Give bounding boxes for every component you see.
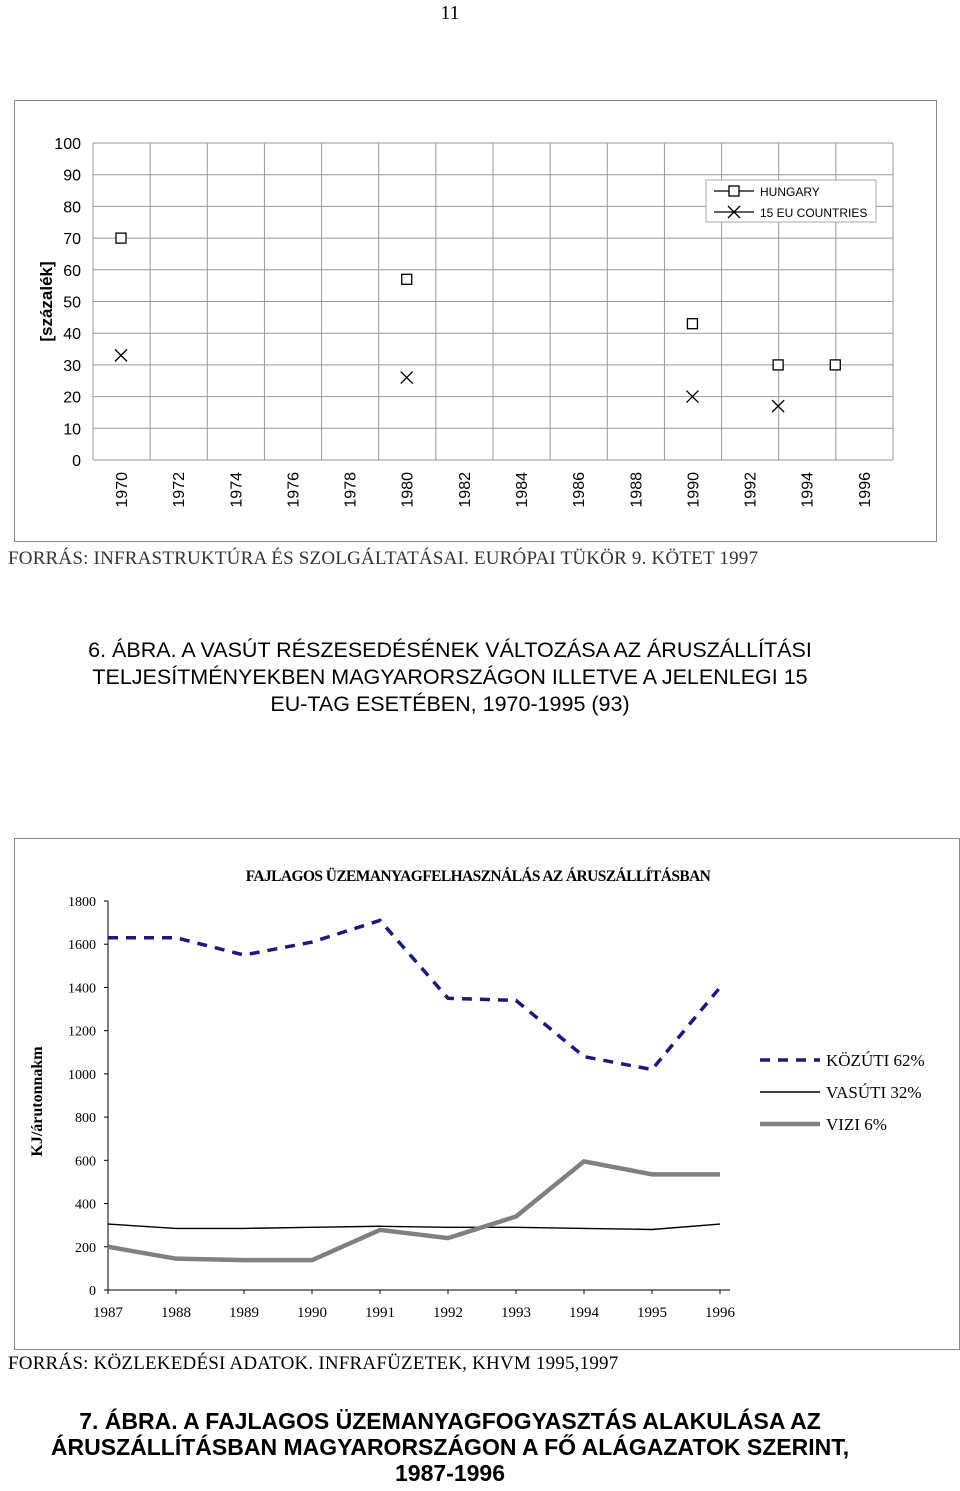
- chart1-point-eu15: [401, 372, 413, 384]
- chart1-legend-label-eu15: 15 EU COUNTRIES: [760, 206, 868, 220]
- chart1-xtick-label: 1978: [342, 472, 360, 508]
- chart2-legend-label-kozuti: KÖZÚTI 62%: [826, 1051, 925, 1070]
- chart2-xtick-label: 1990: [297, 1305, 327, 1321]
- chart1-legend-marker-hungary: [729, 186, 739, 196]
- figure6-source: FORRÁS: INFRASTRUKTÚRA ÉS SZOLGÁLTATÁSAI. EURÓPAI TÜKÖR 9. KÖTET 1997: [8, 548, 759, 569]
- chart1-ytick-label: 40: [63, 326, 81, 344]
- chart1-xtick-label: 1986: [571, 472, 589, 508]
- figure7-caption: [0, 1408, 900, 1486]
- chart2-xtick-label: 1994: [569, 1305, 599, 1321]
- chart1-xtick-label: 1988: [628, 472, 646, 508]
- chart1-xtick-label: 1990: [685, 472, 703, 508]
- chart2-ytick-label: 0: [89, 1284, 96, 1299]
- chart1-point-hungary: [687, 319, 697, 329]
- chart1-point-hungary: [116, 233, 126, 243]
- chart1-legend: [706, 180, 876, 222]
- chart1-ytick-label: 10: [63, 421, 81, 439]
- chart2-ytick-label: 1800: [68, 895, 96, 910]
- figure7-caption-line-3: 1987-1996: [395, 1460, 505, 1486]
- chart1-ytick-label: 70: [63, 231, 81, 249]
- chart1-ytick-label: 100: [54, 136, 81, 153]
- chart1-ytick-label: 20: [63, 389, 81, 407]
- chart2-legend: [760, 1051, 925, 1134]
- figure7-caption-line-2: ÁRUSZÁLLÍTÁSBAN MAGYARORSZÁGON A FŐ ALÁGAZATOK SZERINT,: [50, 1434, 850, 1460]
- chart1-xtick-label: 1992: [742, 472, 760, 508]
- chart2-ytick-label: 1600: [68, 938, 96, 954]
- chart2-ytick-label: 200: [75, 1240, 96, 1256]
- figure6-caption-line-2: TELJESÍTMÉNYEKBEN MAGYARORSZÁGON ILLETVE A JELENLEGI 15: [92, 665, 808, 689]
- figure7-caption-line-1: 7. ÁBRA. A FAJLAGOS ÜZEMANYAGFOGYASZTÁS ALAKULÁSA AZ: [79, 1408, 821, 1434]
- chart1-xtick-label: 1994: [799, 472, 817, 508]
- chart1-xtick-label: 1970: [114, 472, 131, 508]
- chart2-ytick-label: 1200: [68, 1024, 96, 1040]
- chart1-xtick-label: 1982: [456, 472, 474, 508]
- figure6-caption-line-3: EU-TAG ESETÉBEN, 1970-1995 (93): [270, 692, 630, 716]
- chart1-legend-label-hungary: HUNGARY: [760, 185, 820, 199]
- chart2-xtick-label: 1991: [365, 1305, 395, 1321]
- chart2-series-vasuti: [108, 1224, 720, 1229]
- chart2-xtick-label: 1988: [161, 1305, 191, 1321]
- chart1-ytick-label: 50: [63, 294, 81, 312]
- chart2-ylabel: KJ/árutonnakm: [29, 1046, 46, 1157]
- chart2-ytick-label: 1000: [68, 1067, 96, 1083]
- chart1-xtick-label: 1976: [285, 472, 303, 508]
- chart2-ytick-label: 600: [75, 1154, 96, 1170]
- chart2-series-kozuti: [108, 920, 720, 1069]
- chart1-xtick-label: 1996: [856, 472, 874, 508]
- chart1-ytick-label: 60: [63, 262, 81, 280]
- chart2-xtick-label: 1995: [637, 1305, 667, 1321]
- chart2-xtick-label: 1996: [705, 1305, 735, 1321]
- chart1-xtick-label: 1984: [514, 472, 531, 508]
- chart2-title: FAJLAGOS ÜZEMANYAGFELHASZNÁLÁS AZ ÁRUSZÁLLÍTÁSBAN: [245, 868, 711, 885]
- chart1-ytick-label: 30: [63, 357, 81, 375]
- chart1-point-hungary: [830, 360, 840, 370]
- chart1-ytick-label: 0: [72, 453, 81, 470]
- chart2-plot: [0, 838, 960, 1348]
- chart2-legend-label-vizi: VIZI 6%: [826, 1115, 887, 1134]
- chart1-ytick-label: 90: [63, 167, 81, 185]
- chart2-legend-label-vasuti: VASÚTI 32%: [826, 1083, 922, 1102]
- page-number: 11: [440, 2, 460, 24]
- chart1-point-eu15: [115, 349, 127, 361]
- chart2-series-vizi: [108, 1161, 720, 1260]
- chart1-xtick-label: 1972: [171, 472, 189, 508]
- chart1-ytick-label: 80: [63, 199, 81, 217]
- chart1-xtick-label: 1980: [399, 472, 417, 508]
- figure6-caption: [0, 637, 900, 718]
- chart1-point-eu15: [772, 400, 784, 412]
- chart1-ylabel: [százalék]: [37, 261, 56, 342]
- chart2-ytick-label: 400: [75, 1197, 96, 1213]
- figure6-caption-line-1: 6. ÁBRA. A VASÚT RÉSZESEDÉSÉNEK VÁLTOZÁSA AZ ÁRUSZÁLLÍTÁSI: [88, 638, 812, 662]
- chart2-ytick-label: 1400: [68, 981, 96, 997]
- chart1-point-hungary: [402, 274, 412, 284]
- chart2-xtick-label: 1993: [501, 1305, 531, 1321]
- figure7-source: FORRÁS: KÖZLEKEDÉSI ADATOK. INFRAFÜZETEK, KHVM 1995,1997: [8, 1353, 619, 1374]
- chart2-ytick-label: 800: [75, 1111, 96, 1127]
- chart2-xtick-label: 1987: [93, 1305, 123, 1321]
- chart2-xtick-label: 1989: [229, 1305, 259, 1321]
- chart1-plot: [0, 100, 940, 540]
- chart2-xtick-label: 1992: [433, 1305, 463, 1321]
- chart1-xtick-label: 1974: [228, 472, 246, 508]
- chart1-point-hungary: [773, 360, 783, 370]
